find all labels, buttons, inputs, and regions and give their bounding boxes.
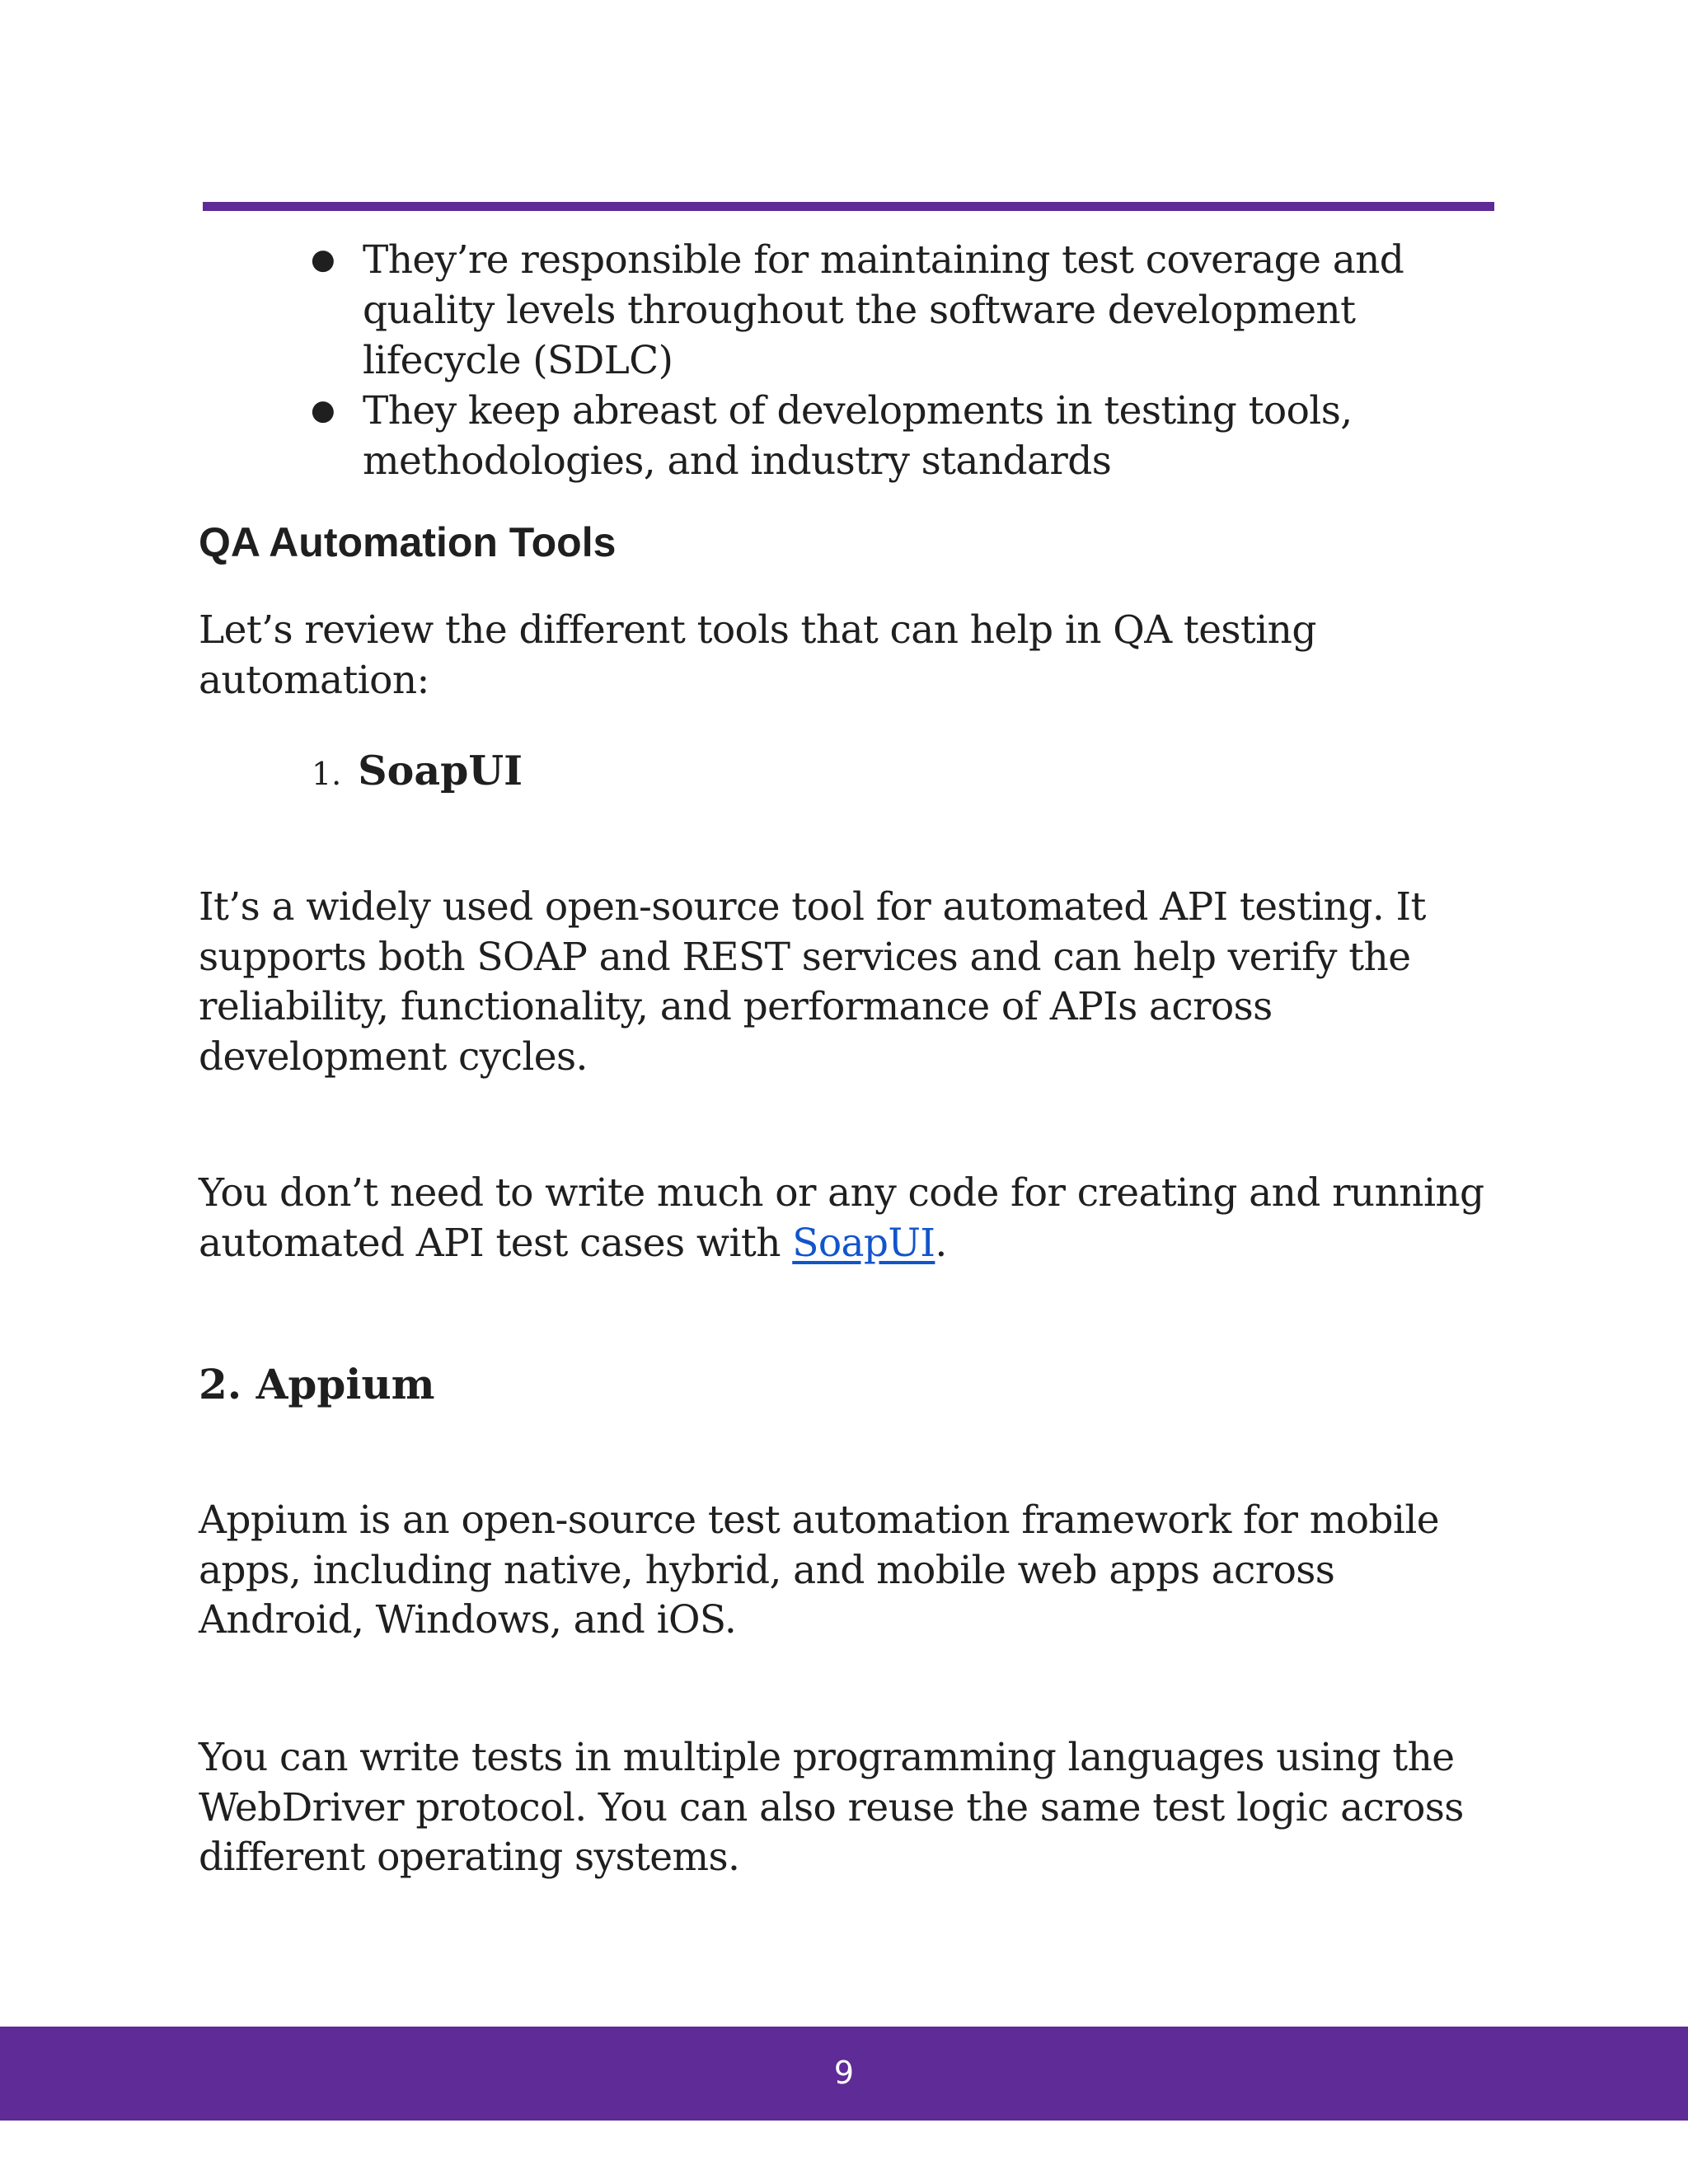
intro-paragraph: Let’s review the different tools that can help in QA testing automation: — [199, 607, 1316, 703]
soapui-note-text: You don’t need to write much or any code for creating and running automated API test cases with — [199, 1170, 1484, 1266]
page-footer — [0, 2027, 1688, 2121]
tool-name: SoapUI — [358, 747, 523, 794]
bullet-icon: ● — [311, 394, 335, 427]
bullet-text: They’re responsible for maintaining test coverage and quality levels throughout the software development lifecycle (SDLC) — [363, 237, 1404, 383]
section-heading: QA Automation Tools — [199, 519, 617, 565]
bullet-icon: ● — [311, 243, 335, 276]
appium-description: Appium is an open-source test automation framework for mobile apps, including native, hybrid, and mobile web apps across Android, Windows, and iOS. — [199, 1497, 1439, 1643]
list-number: 1. — [312, 756, 342, 792]
page-number: 9 — [833, 2055, 855, 2091]
bullet-text: They keep abreast of developments in testing tools, methodologies, and industry standards — [363, 388, 1353, 484]
soapui-note — [199, 1169, 1501, 1268]
soapui-note-end: . — [935, 1220, 947, 1266]
appium-note: You can write tests in multiple programming languages using the WebDriver protocol. You can also reuse the same test logic across different operating systems. — [199, 1735, 1464, 1880]
bullet-list — [199, 235, 1509, 486]
soapui-description: It’s a widely used open-source tool for automated API testing. It supports both SOAP and REST services and can help verify the reliability, functionality, and performance of APIs across development cycles. — [199, 884, 1426, 1080]
tool-heading-soapui — [312, 746, 523, 799]
tool-heading-appium: 2. Appium — [199, 1360, 435, 1408]
list-item — [311, 386, 1509, 486]
header-divider — [203, 202, 1494, 211]
page-content — [199, 235, 1509, 1880]
soapui-link[interactable]: SoapUI — [792, 1220, 935, 1266]
list-item — [311, 235, 1509, 386]
